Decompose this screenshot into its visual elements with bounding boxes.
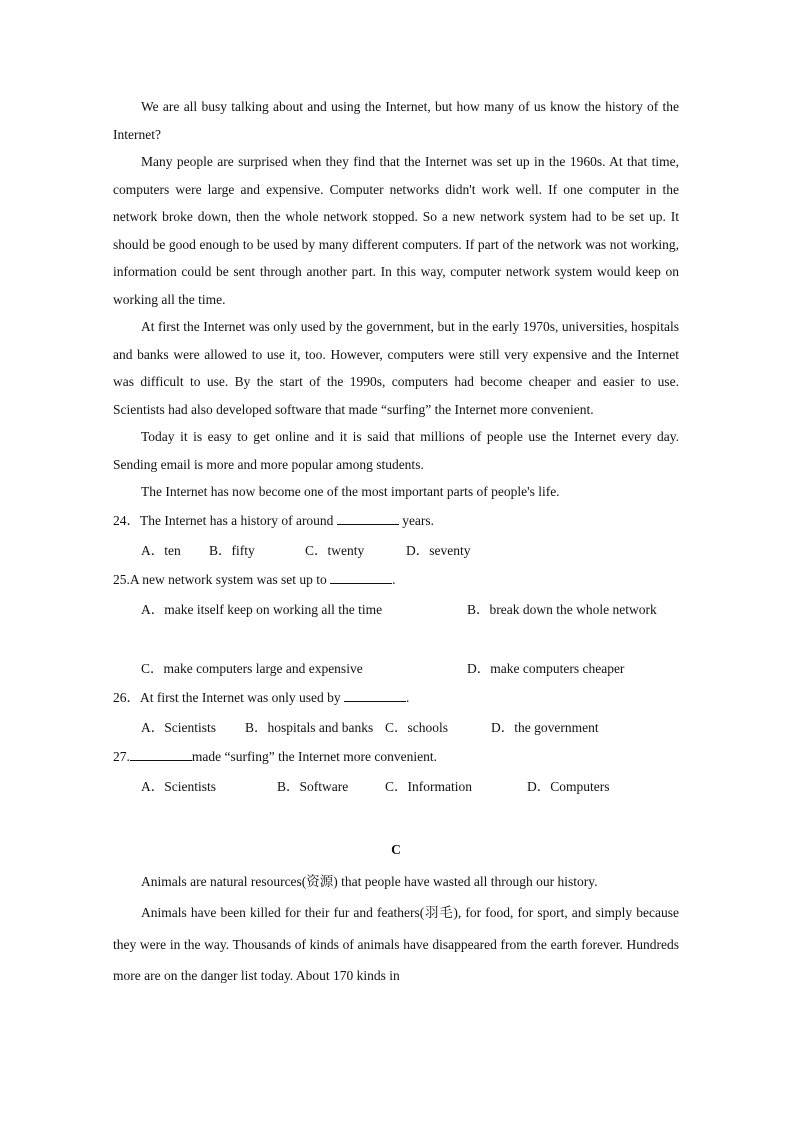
passage-paragraph-1: We are all busy talking about and using the Internet, but how many of us know the history of the Internet?	[113, 99, 679, 142]
passage-paragraph-2: Many people are surprised when they find that the Internet was set up in the 1960s. At that time, computers were large and expensive. Computer networks didn't work well. If one computer in the network broke down, then the whole network stopped. So a new network system had to be set up. It should be good enough to be used by many different computers. If part of the network was not working, information could be sent through another part. In this way, computer network system would keep on working all the time.	[113, 154, 679, 307]
question-26-stem: 26．At first the Internet was only used by	[113, 689, 344, 705]
option-c: C．make computers large and expensive	[141, 660, 363, 676]
passage-paragraph-5: The Internet has now become one of the most important parts of people's life.	[141, 484, 560, 499]
option-a: A．Scientists	[141, 719, 217, 735]
option-d: D．make computers cheaper	[467, 660, 625, 676]
answer-blank	[330, 582, 392, 584]
option-a: A．make itself keep on working all the time	[141, 601, 383, 617]
answer-blank	[130, 759, 192, 761]
option-b: B．break down the whole network	[467, 601, 657, 617]
question-24	[113, 506, 679, 536]
question-27-options	[113, 772, 679, 801]
option-c: C．twenty	[305, 542, 365, 558]
question-26	[113, 683, 679, 713]
passage-paragraph-4: Today it is easy to get online and it is said that millions of people use the Internet every day. Sending email is more and more popular among students.	[113, 429, 679, 472]
question-24-stem-end: years.	[398, 512, 435, 528]
question-25-stem: 25.A new network system was set up to	[113, 571, 331, 587]
question-25-stem-end: .	[392, 571, 396, 587]
option-b: B．hospitals and banks	[245, 719, 374, 735]
option-a: A．Scientists	[141, 778, 217, 794]
question-24-stem: 24．The Internet has a history of around	[113, 512, 337, 528]
passage-paragraph-3: At first the Internet was only used by the government, but in the early 1970s, universities, hospitals and banks were allowed to use it, too. However, computers were still very expensive and the Internet was difficult to use. By the start of the 1990s, computers had become cheaper and easier to use. Scientists had also developed software that made “surfing” the Internet more convenient.	[113, 319, 679, 417]
question-24-options	[113, 536, 679, 565]
option-c: C．schools	[385, 719, 449, 735]
option-b: B．fifty	[209, 542, 255, 558]
section-c-paragraph-2: Animals have been killed for their fur and feathers(羽毛), for food, for sport, and simply because they were in the way. Thousands of kinds of animals have disappeared from the earth forever. Hundreds more are on the danger list today. About 170 kinds in	[113, 905, 679, 983]
answer-blank	[337, 523, 399, 525]
answer-blank	[344, 700, 406, 702]
question-27	[113, 742, 679, 772]
option-d: D．the government	[491, 719, 599, 735]
option-c: C．Information	[385, 778, 472, 794]
question-25-options-row-2	[113, 654, 679, 683]
section-c-paragraph-1: Animals are natural resources(资源) that people have wasted all through our history.	[141, 873, 598, 889]
option-a: A．ten	[141, 542, 181, 558]
section-c-title: C	[391, 841, 401, 857]
option-d: D．seventy	[406, 542, 471, 558]
question-25-options-row-1	[113, 595, 679, 624]
question-27-stem: made “surfing” the Internet more convenient.	[191, 748, 438, 764]
document-content	[113, 93, 679, 992]
question-25	[113, 565, 679, 595]
question-26-stem-end: .	[405, 689, 410, 705]
question-27-number: 27.	[113, 748, 130, 764]
question-26-options	[113, 713, 679, 742]
option-d: D．Computers	[527, 778, 610, 794]
option-b: B．Software	[277, 778, 349, 794]
